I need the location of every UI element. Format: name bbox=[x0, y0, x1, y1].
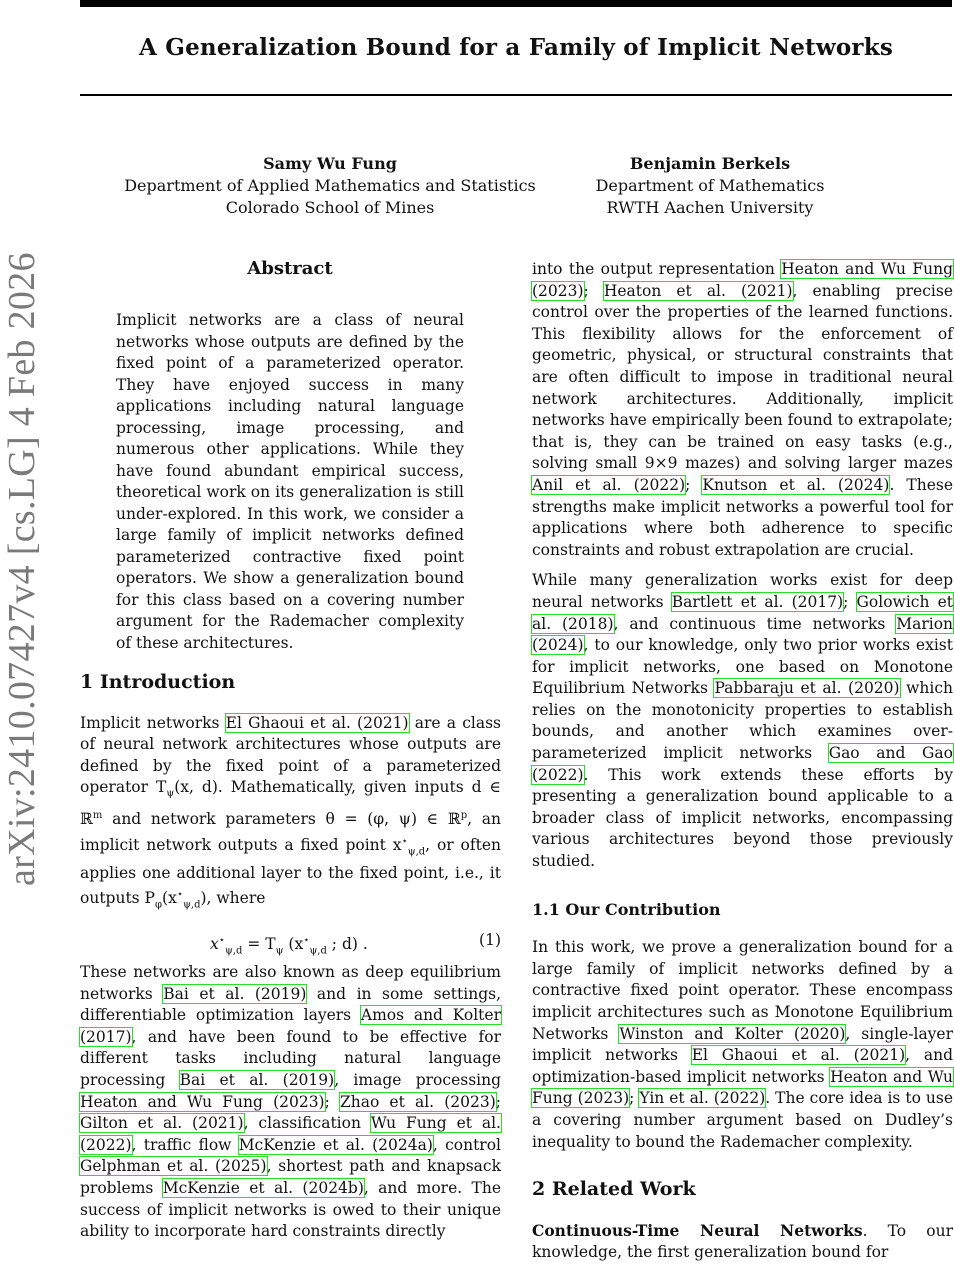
intro-paragraph-4 bbox=[532, 570, 953, 872]
text: While many generalization works exist for deep neural networks bbox=[532, 571, 953, 611]
text: ; bbox=[843, 592, 857, 611]
author-name: Benjamin Berkels bbox=[629, 154, 791, 173]
text: ; bbox=[583, 281, 604, 300]
text: , enabling precise control over the properties of the learned functions. This flexibility allows for the enforcement of geometric, physical, or structural constraints that are often difficult to impose in traditional neural network architectures. Additionally, implicit networks have empirically been found to extrapolate; that is, they can be trained on easy tasks (e.g., solving small 9×9 mazes) and solving larger mazes bbox=[532, 281, 953, 473]
text: , and have been found to be effective for different tasks including natural language processing bbox=[80, 1027, 501, 1090]
eq-tail: ; d) . bbox=[326, 935, 368, 954]
text: ), where bbox=[200, 889, 266, 908]
citation-link[interactable]: McKenzie et al. (2024a) bbox=[238, 1135, 433, 1154]
text: ; bbox=[495, 1092, 501, 1111]
author-affiliation: Department of Mathematics bbox=[595, 176, 825, 195]
intro-paragraph-3 bbox=[532, 259, 953, 561]
related-work-heading: 2 Related Work bbox=[532, 1178, 696, 1201]
text: , control bbox=[432, 1135, 501, 1154]
citation-link[interactable]: Zhao et al. (2023) bbox=[339, 1092, 496, 1111]
text: and in some settings, differentiable optimization layers bbox=[80, 984, 502, 1025]
text: . This work extends these efforts by presenting a generalization bound applicable to a broader class of implicit networks, encompassing various architectures beyond those previously studied. bbox=[532, 765, 953, 871]
text: ; bbox=[629, 1089, 640, 1108]
paper-title: A Generalization Bound for a Family of Implicit Networks bbox=[138, 34, 893, 61]
citation-link[interactable]: Gilton et al. (2021) bbox=[80, 1114, 244, 1133]
text: , and optimization-based implicit networks bbox=[532, 1046, 953, 1086]
equation-number: (1) bbox=[479, 931, 501, 950]
citation-link[interactable]: Winston and Kolter (2020) bbox=[619, 1024, 846, 1043]
text: ; bbox=[324, 1092, 340, 1111]
citation-link[interactable]: McKenzie et al. (2024b) bbox=[162, 1179, 364, 1198]
citation-link[interactable]: Yin et al. (2022) bbox=[639, 1089, 766, 1108]
eq-lhs: x bbox=[210, 935, 219, 954]
citation-link[interactable]: Marion (2024) bbox=[532, 614, 954, 655]
citation-link[interactable]: Pabbaraju et al. (2020) bbox=[714, 679, 900, 698]
equation-body: $x^⋆_{\psi,d} = T_\psi$ ($x^⋆_{\psi,d}$ ; d) . bbox=[210, 935, 368, 957]
citation-link[interactable]: Anil et al. (2022) bbox=[532, 475, 686, 494]
text: , shortest path and knapsack problems bbox=[80, 1157, 501, 1198]
intro-heading: 1 Introduction bbox=[80, 671, 236, 693]
top-rule bbox=[80, 0, 952, 7]
author-name: Samy Wu Fung bbox=[263, 154, 397, 173]
citation-link[interactable]: Heaton et al. (2021) bbox=[603, 281, 793, 300]
citation-link[interactable]: Gelphman et al. (2025) bbox=[80, 1157, 267, 1176]
citation-link[interactable]: Knutson et al. (2024) bbox=[702, 475, 890, 494]
text: , an implicit network outputs a fixed point x bbox=[80, 810, 501, 854]
contribution-paragraph bbox=[532, 937, 953, 1153]
abstract-heading: Abstract bbox=[247, 258, 333, 279]
citation-link[interactable]: Amos and Kolter (2017) bbox=[80, 1006, 501, 1046]
author-institution: Colorado School of Mines bbox=[225, 198, 435, 217]
text: (x bbox=[162, 889, 177, 908]
text: , classification bbox=[243, 1114, 371, 1133]
text: , or often applies one additional layer to the fixed point, i.e., it outputs P bbox=[80, 835, 501, 908]
text: . To our knowledge, the first generalization bound for bbox=[532, 1221, 953, 1262]
citation-link[interactable]: Heaton and Wu Fung (2023) bbox=[80, 1092, 325, 1111]
text: . The core idea is to use a covering number argument based on Dudley’s inequality to bound the Rademacher complexity. bbox=[532, 1089, 953, 1151]
text: ; bbox=[685, 475, 703, 494]
citation-link[interactable]: Bai et al. (2019) bbox=[163, 984, 307, 1003]
citation-link[interactable]: Heaton and Wu Fung (2023) bbox=[532, 260, 953, 300]
text: , single-layer implicit networks bbox=[532, 1024, 954, 1065]
intro-paragraph-1: Implicit networks El Ghaoui et al. (2021) are a class of neural network architectures whose outputs are defined by the fixed point of a parameterized operator $T_\psi(x$, d). Mathematically, given inputs d ∈ ℝ$^m$ and network parameters θ = (φ, ψ) ∈ ℝ$^p$, an implicit network outputs a fixed point $x^⋆_{\psi,d}$, or often applies one additional layer to the fixed point, i.e., it outputs $P_\varphi(x^⋆_{\psi,d})$, where bbox=[80, 713, 501, 911]
abstract-body bbox=[116, 310, 464, 654]
left-column bbox=[80, 672, 501, 1243]
citation-link[interactable]: Wu Fung et al. (2022) bbox=[80, 1114, 501, 1154]
text: In this work, we prove a generalization bound for a large family of implicit networks defined by a contractive fixed point operator. These encompass implicit architectures such as Monotone Equilibrium Networks bbox=[532, 938, 953, 1043]
text: . These strengths make implicit networks a powerful tool for applications where both adherence to specific constraints and robust extrapolation are crucial. bbox=[532, 475, 953, 559]
paragraph-lead: Continuous-Time Neural Networks bbox=[532, 1220, 863, 1240]
text: which relies on the monotonicity properties to establish bounds, and another which examines over-parameterized implicit networks bbox=[532, 679, 953, 763]
author-2 bbox=[560, 153, 860, 219]
citation-link[interactable]: Golowich et al. (2018) bbox=[532, 592, 953, 633]
citation-link[interactable]: Heaton and Wu Fung (2023) bbox=[532, 1067, 953, 1108]
title-rule bbox=[80, 94, 952, 96]
text: , and more. The success of implicit networks is owed to their unique ability to incorporate hard constraints directly bbox=[80, 1179, 502, 1241]
text: are a class of neural network architectures whose outputs are defined by the fixed point of a parameterized operator T bbox=[80, 713, 501, 797]
arxiv-stamp: arXiv:2410.07427v4 [cs.LG] 4 Feb 2026 bbox=[1, 252, 43, 886]
abstract-text: Implicit networks are a class of neural networks whose outputs are defined by the fixed point of a parameterized operator. They have enjoyed success in many applications including natural language processing, image processing, and numerous other applications. While they have found abundant empirical success, theoretical work on its generalization is still under-explored. In this work, we consider a large family of implicit networks defined parameterized contractive fixed point operators. We show a generalization bound for this class based on a covering number argument for the Rademacher complexity of these architectures. bbox=[116, 311, 464, 652]
citation-link[interactable]: Bai et al. (2019) bbox=[179, 1071, 335, 1090]
intro-paragraph-2 bbox=[80, 962, 501, 1243]
text: (x, d). Mathematically, given inputs d ∈ ℝ bbox=[80, 778, 501, 829]
citation-link[interactable]: El Ghaoui et al. (2021) bbox=[691, 1046, 906, 1065]
equation-1 bbox=[80, 922, 501, 960]
text: These networks are also known as deep equilibrium networks bbox=[80, 963, 501, 1003]
text: , and continuous time networks bbox=[613, 614, 897, 633]
text: , image processing bbox=[334, 1071, 502, 1090]
text: Implicit networks bbox=[80, 713, 226, 732]
citation-link[interactable]: El Ghaoui et al. (2021) bbox=[225, 713, 409, 732]
author-1 bbox=[110, 153, 550, 219]
eq-rhs: (x bbox=[283, 935, 304, 954]
text: , traffic flow bbox=[131, 1135, 239, 1154]
author-affiliation: Department of Applied Mathematics and Statistics bbox=[124, 176, 536, 195]
author-institution: RWTH Aachen University bbox=[606, 198, 814, 217]
text: into the output representation bbox=[532, 260, 782, 278]
citation-link[interactable]: Bartlett et al. (2017) bbox=[671, 592, 844, 611]
related-work-paragraph bbox=[532, 1220, 953, 1264]
eq-mid: = T bbox=[242, 935, 276, 954]
citation-link[interactable]: Gao and Gao (2022) bbox=[532, 744, 953, 784]
text: , to our knowledge, only two prior works exist for implicit networks, one based on Monotone Equilibrium Networks bbox=[532, 636, 953, 698]
text: and network parameters θ = (φ, ψ) ∈ ℝ bbox=[102, 810, 461, 829]
right-column bbox=[532, 259, 953, 1264]
contribution-heading: 1.1 Our Contribution bbox=[532, 899, 721, 919]
